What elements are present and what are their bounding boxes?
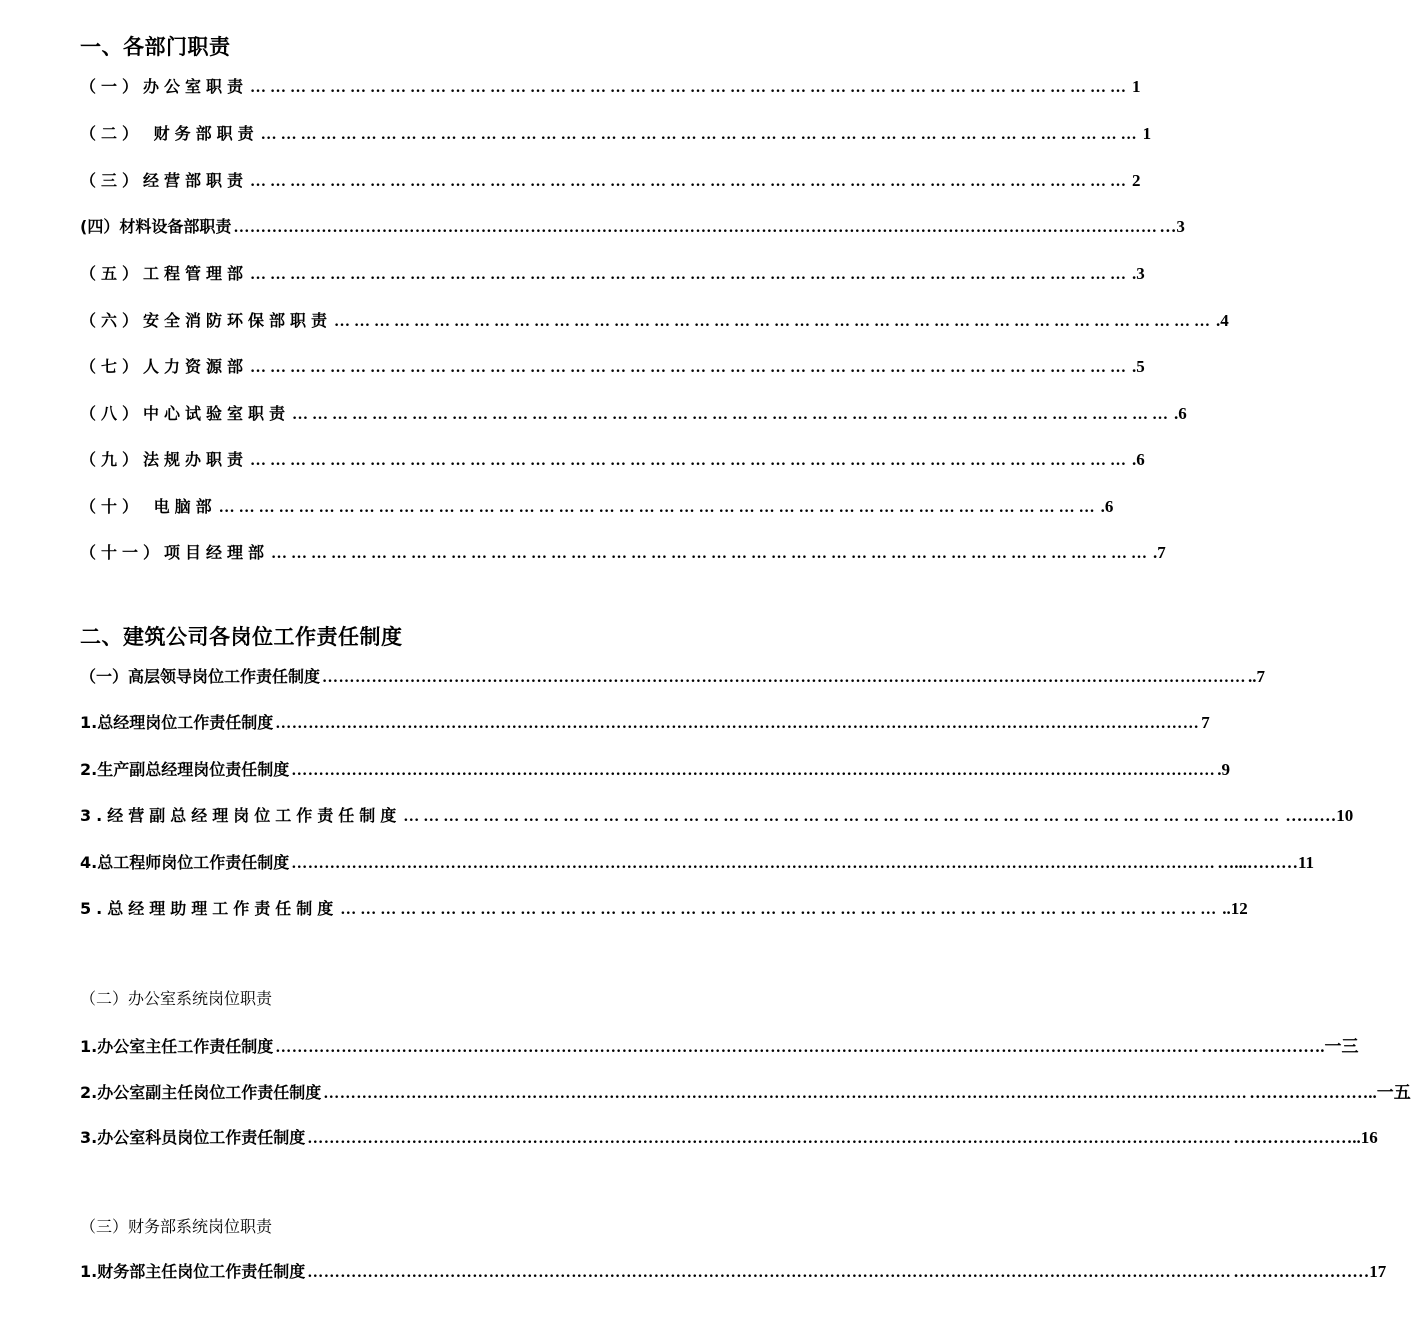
toc-page-number: 7 <box>1201 713 1210 732</box>
toc-page-number: .5 <box>1132 357 1145 376</box>
toc-page-number: .4 <box>1216 311 1229 330</box>
toc-entry-label: （二） 财务部职责 <box>80 124 259 143</box>
dot-leader: …………………………………………………………………………………………………………………………………………………… <box>291 762 1216 779</box>
toc-page-number: .6 <box>1132 450 1145 469</box>
toc-entry-label: （十） 电脑部 <box>80 497 217 516</box>
dot-leader: …………………………………………………………………………………………………………………………………………………… <box>323 1085 1248 1102</box>
toc-entry[interactable] <box>80 850 1315 874</box>
toc-entry-label: （九）法规办职责 <box>80 450 249 469</box>
toc-entry-label: （七）人力资源部 <box>80 357 249 376</box>
subsection-heading-office <box>80 986 580 1010</box>
subsection-heading-label: （三）财务部系统岗位职责 <box>80 1217 273 1236</box>
toc-page-number: .6 <box>1174 404 1187 423</box>
dot-leader: …………………………………………………………………………………………………………………… <box>250 452 1131 469</box>
toc-entry-label: 2.生产副总经理岗位责任制度 <box>80 760 290 779</box>
toc-entry-label: 4.总工程师岗位工作责任制度 <box>80 853 290 872</box>
toc-page-number: .3 <box>1132 264 1145 283</box>
toc-page-number: 2 <box>1132 171 1141 190</box>
toc-entry[interactable] <box>80 540 1166 564</box>
toc-entry[interactable] <box>80 354 1145 378</box>
toc-page-number: …………………..一五 <box>1249 1083 1411 1102</box>
toc-entry[interactable] <box>80 308 1229 332</box>
dot-leader: …………………………………………………………………………………………………………………… <box>250 266 1131 283</box>
toc-entry-label: 1.办公室主任工作责任制度 <box>80 1037 274 1056</box>
dot-leader: …………………………………………………………………………………………………………………… <box>218 499 1099 516</box>
toc-entry-label: （十一）项目经理部 <box>80 543 270 562</box>
toc-entry-label: （三）经营部职责 <box>80 171 249 190</box>
toc-entry[interactable] <box>80 664 1266 688</box>
toc-page-number: …3 <box>1159 217 1185 236</box>
toc-entry[interactable] <box>80 214 1185 238</box>
dot-leader: …………………………………………………………………………………………………………………………………………………… <box>275 1039 1200 1056</box>
toc-page-number: .6 <box>1100 497 1114 516</box>
toc-entry-label: 2.办公室副主任岗位工作责任制度 <box>80 1083 322 1102</box>
toc-page-number: 1 <box>1142 124 1152 143</box>
toc-entry[interactable] <box>80 1259 1387 1283</box>
dot-leader: …………………………………………………………………………………………………………………………………………………… <box>291 855 1216 872</box>
toc-page-number: ……………………17 <box>1233 1262 1387 1281</box>
toc-page-number: …...………11 <box>1217 853 1315 872</box>
toc-entry[interactable] <box>80 494 1114 518</box>
toc-entry[interactable] <box>80 121 1152 145</box>
toc-entry-label: （一）办公室职责 <box>80 77 249 96</box>
dot-leader: …………………………………………………………………………………………………………………… <box>250 173 1131 190</box>
section-heading-2: 二、建筑公司各岗位工作责任制度 <box>80 625 403 649</box>
dot-leader: …………………………………………………………………………………………………………………… <box>250 359 1131 376</box>
toc-page-number: ..7 <box>1248 667 1266 686</box>
toc-entry-label: 3.办公室科员岗位工作责任制度 <box>80 1128 306 1147</box>
dot-leader: …………………………………………………………………………………………………………………… <box>292 406 1173 423</box>
toc-entry-label: （八）中心试验室职责 <box>80 404 291 423</box>
subsection-heading-label: （二）办公室系统岗位职责 <box>80 989 273 1008</box>
dot-leader: …………………………………………………………………………………………………………………………………………………… <box>307 1264 1232 1281</box>
dot-leader: …………………………………………………………………………………………………………………………………………………… <box>307 1130 1232 1147</box>
toc-entry-label: （一）高层领导岗位工作责任制度 <box>80 667 321 686</box>
toc-entry[interactable] <box>80 1032 1359 1056</box>
toc-page-number: …………………..16 <box>1233 1128 1378 1147</box>
dot-leader: …………………………………………………………………………………………………………………… <box>334 313 1215 330</box>
toc-page-number: ………………….一三 <box>1201 1037 1359 1056</box>
toc-page-number: .7 <box>1153 543 1166 562</box>
toc-entry[interactable] <box>80 261 1145 285</box>
dot-leader: …………………………………………………………………………………………………………………………………………………… <box>233 219 1158 236</box>
dot-leader: …………………………………………………………………………………………………………………………………………………… <box>322 669 1247 686</box>
toc-entry-label: 1.总经理岗位工作责任制度 <box>80 713 274 732</box>
toc-page-number: .9 <box>1217 760 1230 779</box>
toc-entry[interactable] <box>80 168 1141 192</box>
toc-entry[interactable] <box>80 447 1145 471</box>
toc-entry[interactable] <box>80 710 1210 734</box>
dot-leader: …………………………………………………………………………………………………………………… <box>340 901 1221 918</box>
toc-entry-label: （六）安全消防环保部职责 <box>80 311 333 330</box>
toc-page-number: ………10 <box>1285 806 1354 825</box>
toc-entry[interactable] <box>80 1078 1411 1102</box>
toc-entry-label: 1.财务部主任岗位工作责任制度 <box>80 1262 306 1281</box>
toc-entry[interactable] <box>80 401 1187 425</box>
toc-entry[interactable] <box>80 757 1230 781</box>
dot-leader: …………………………………………………………………………………………………………………… <box>260 126 1141 143</box>
toc-entry[interactable] <box>80 1125 1378 1149</box>
toc-entry-label: 5.总经理助理工作责任制度 <box>80 899 339 918</box>
dot-leader: …………………………………………………………………………………………………………………………………………………… <box>275 715 1200 732</box>
toc-entry[interactable] <box>80 74 1141 98</box>
subsection-heading-finance <box>80 1214 580 1238</box>
toc-entry-label: (四）材料设备部职责 <box>80 217 232 236</box>
section-heading-1: 一、各部门职责 <box>80 35 231 59</box>
toc-entry[interactable] <box>80 896 1248 920</box>
toc-entry-label: （五）工程管理部 <box>80 264 249 283</box>
dot-leader: …………………………………………………………………………………………………………………… <box>250 79 1131 96</box>
toc-page-number: ..12 <box>1222 899 1248 918</box>
dot-leader: …………………………………………………………………………………………………………………… <box>403 808 1284 825</box>
toc-page-number: 1 <box>1132 77 1141 96</box>
dot-leader: …………………………………………………………………………………………………………………… <box>271 545 1152 562</box>
toc-entry[interactable] <box>80 803 1354 827</box>
toc-entry-label: 3.经营副总经理岗位工作责任制度 <box>80 806 402 825</box>
